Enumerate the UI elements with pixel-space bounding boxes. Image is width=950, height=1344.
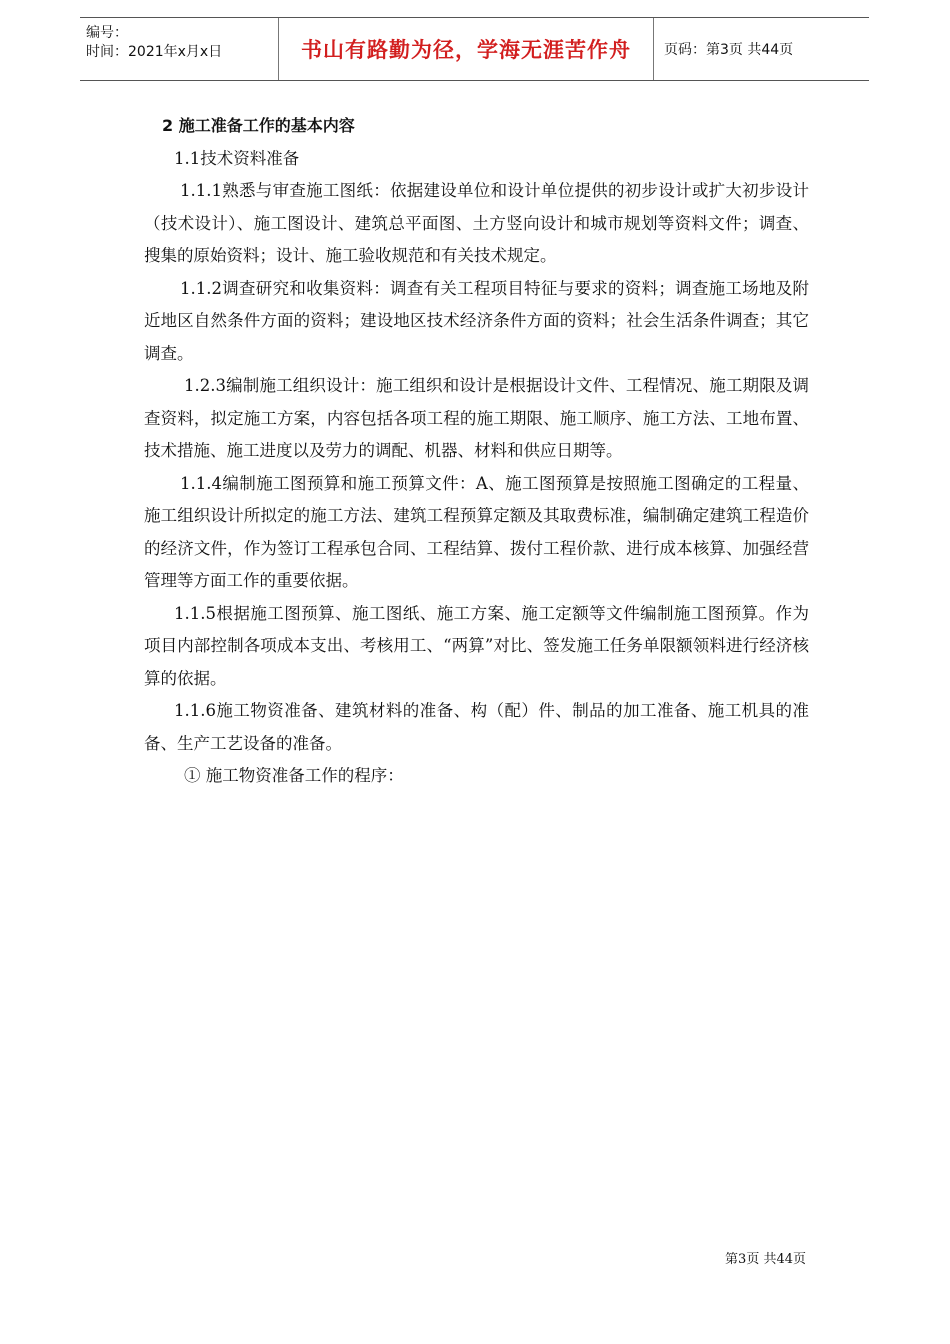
document-body (144, 110, 809, 793)
paragraph-1-1-1: 1.1.1熟悉与审查施工图纸：依据建设单位和设计单位提供的初步设计或扩大初步设计（技术设计）、施工图设计、建筑总平面图、土方竖向设计和城市规划等资料文件；调查、搜集的原始资料；设计、施工验收规范和有关技术规定。 (144, 181, 809, 265)
page-footer-number: 第3页 共44页 (725, 1252, 806, 1267)
paragraph-1-1-6: 1.1.6施工物资准备、建筑材料的准备、构（配）件、制品的加工准备、施工机具的准备、生产工艺设备的准备。 (144, 701, 809, 753)
header-page-info: 页码：第3页 共44页 (664, 42, 794, 58)
paragraph-1-1-2: 1.1.2调查研究和收集资料：调查有关工程项目特征与要求的资料；调查施工场地及附近地区自然条件方面的资料；建设地区技术经济条件方面的资料；社会生活条件调查；其它调查。 (144, 278, 809, 363)
header-meta (80, 18, 279, 80)
page-header (80, 17, 869, 81)
paragraph-1-1-5: 1.1.5根据施工图预算、施工图纸、施工方案、施工定额等文件编制施工图预算。作为项目内部控制各项成本支出、考核用工、“两算”对比、签发施工任务单限额领料进行经济核算的依据。 (144, 603, 809, 688)
paragraph-1-1-4: 1.1.4编制施工图预算和施工预算文件：A、施工图预算是按照施工图确定的工程量、施工组织设计所拟定的施工方法、建筑工程预算定额及其取费标准，编制确定建筑工程造价的经济文件，作为签订工程承包合同、工程结算、拨付工程价款、进行成本核算、加强经营管理等方面工作的重要依据。 (144, 473, 809, 590)
header-motto: 书山有路勤为径，学海无涯苦作舟 (279, 18, 654, 80)
subsection-title: 1.1技术资料准备 (174, 148, 300, 168)
list-item-procedure: ① 施工物资准备工作的程序： (184, 766, 404, 785)
document-time-label: 时间：2021年x月x日 (86, 44, 223, 60)
paragraph-1-2-3: 1.2.3编制施工组织设计：施工组织和设计是根据设计文件、工程情况、施工期限及调查资料，拟定施工方案，内容包括各项工程的施工期限、施工顺序、施工方法、工地布置、技术措施、施工进度以及劳力的调配、机器、材料和供应日期等。 (144, 376, 809, 460)
section-heading: 2 施工准备工作的基本内容 (162, 116, 355, 135)
document-number-label: 编号： (86, 25, 128, 41)
